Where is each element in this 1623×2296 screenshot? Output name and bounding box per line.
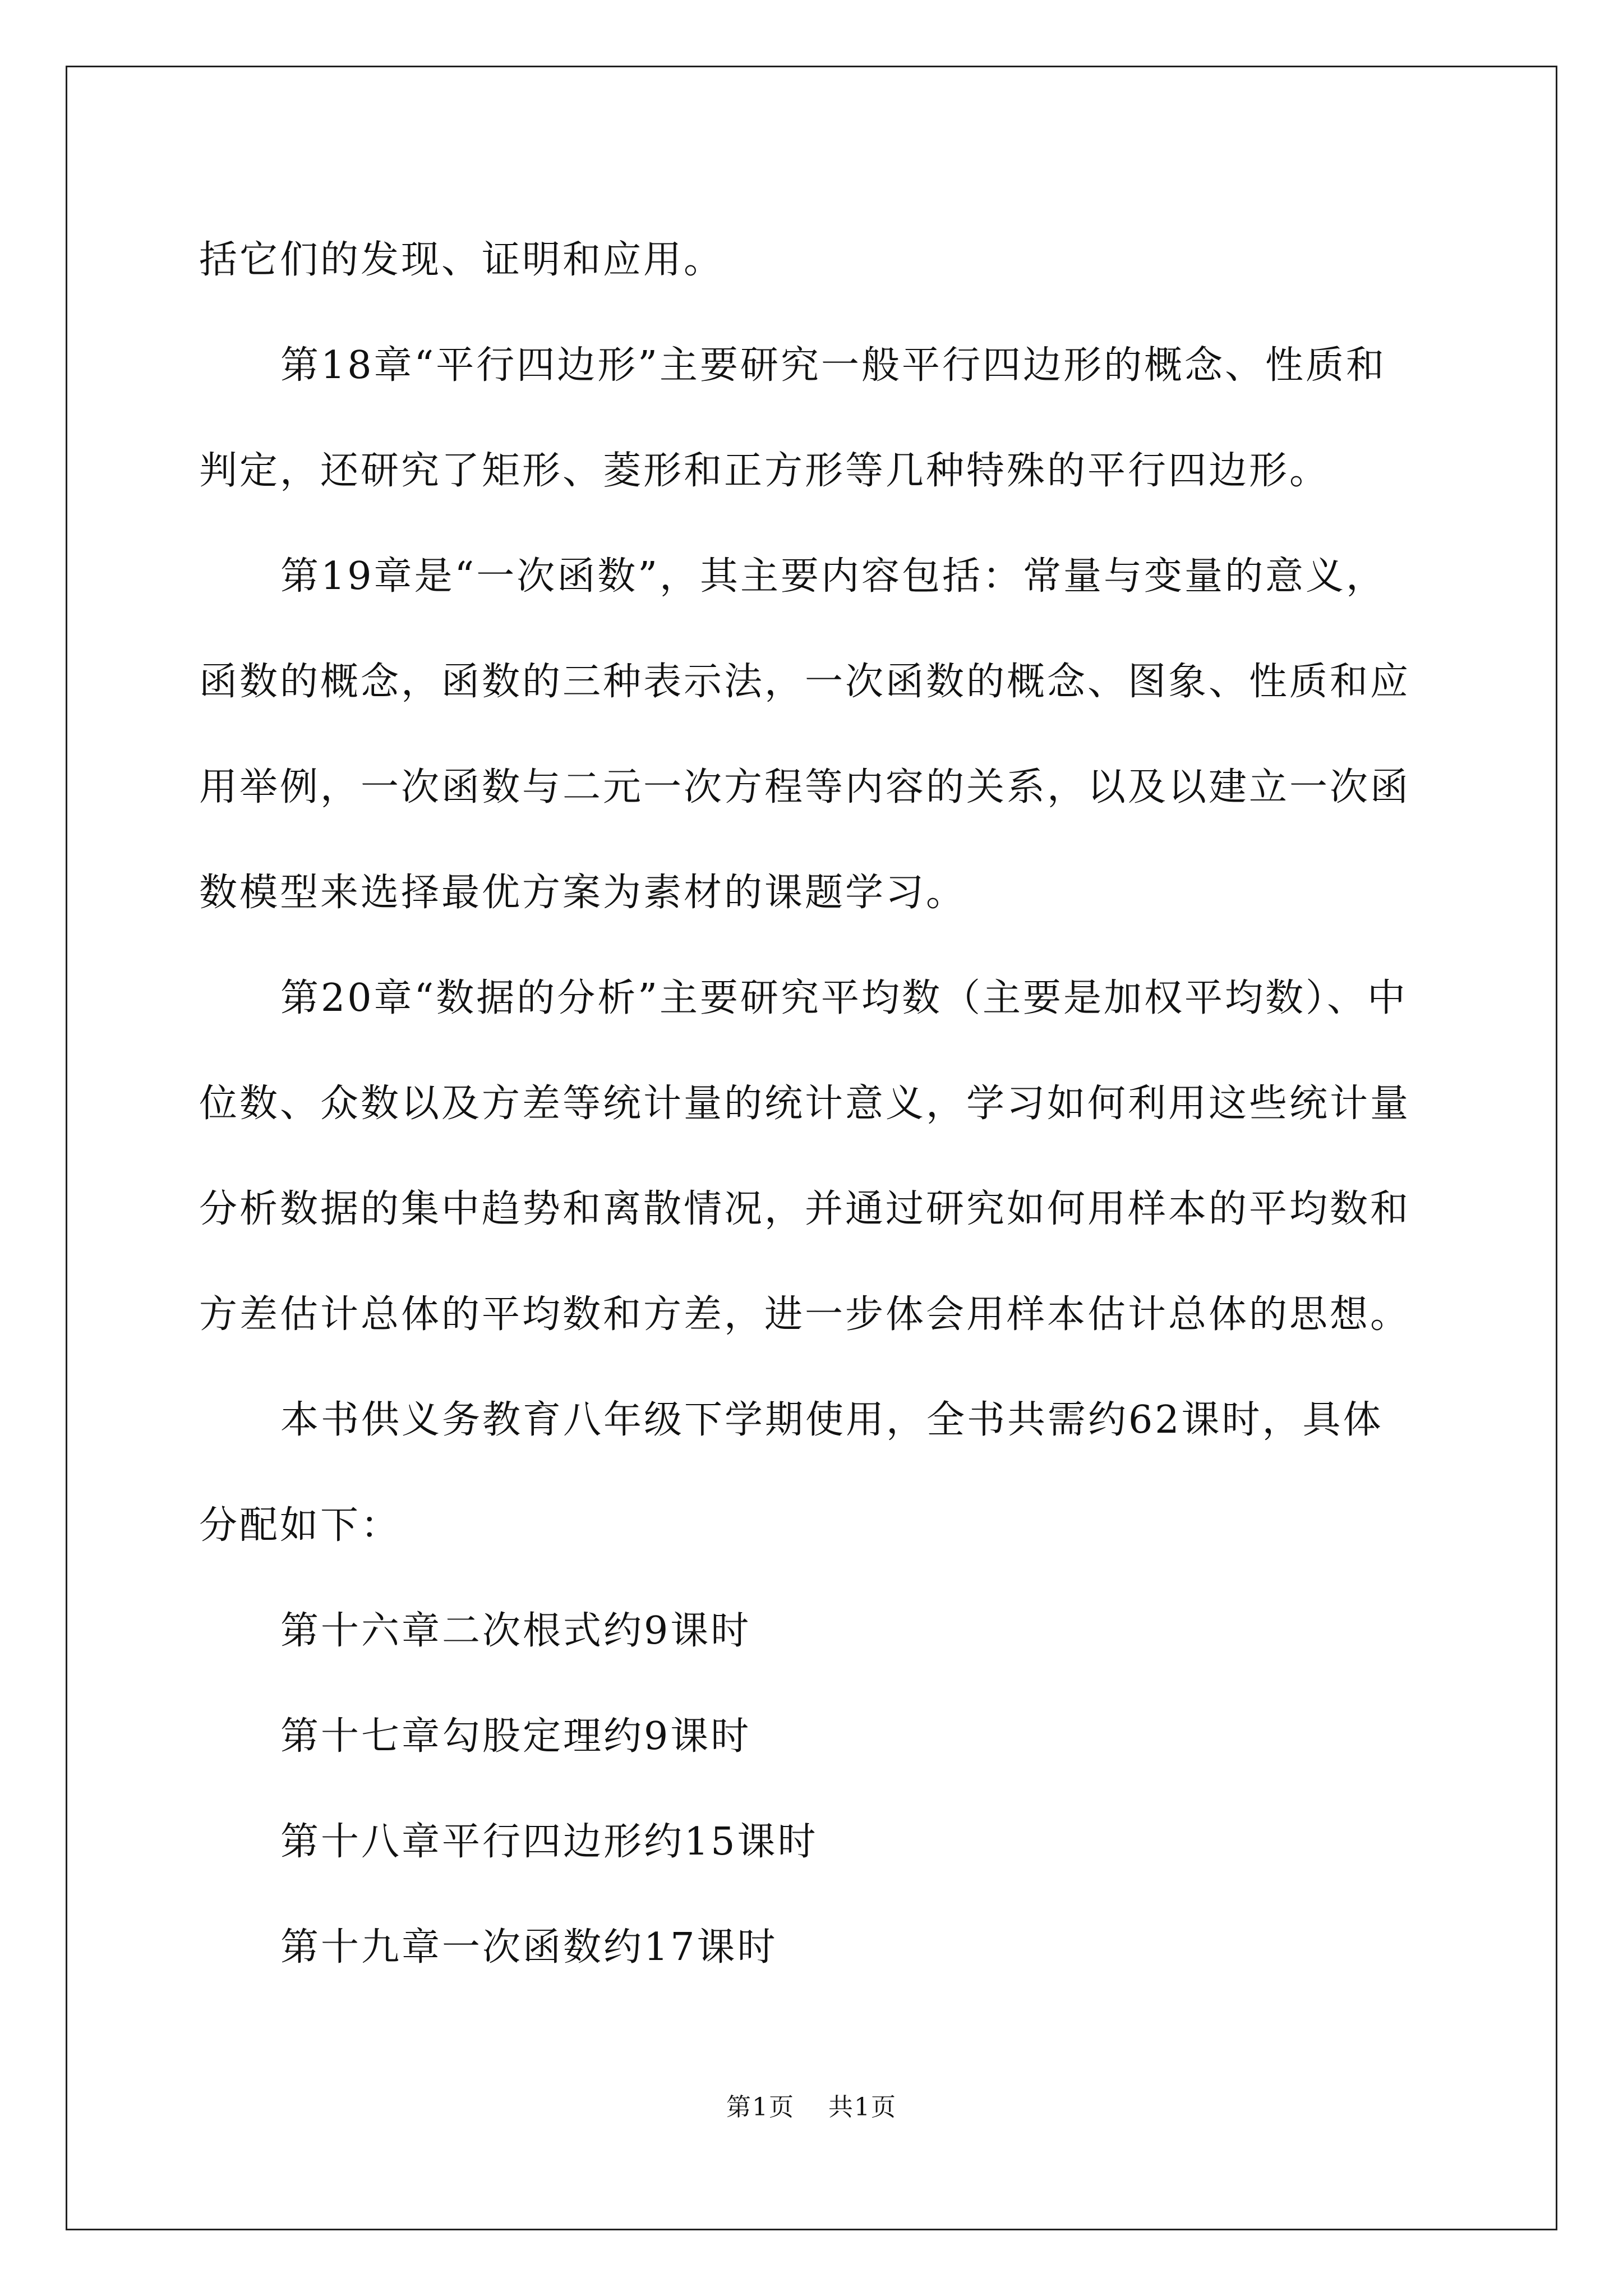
paragraph-chapter-20: 第20章“数据的分析”主要研究平均数（主要是加权平均数）、中位数、众数以及方差等统计量的统计意义，学习如何利用这些统计量分析数据的集中趋势和离散情况，并通过研究如何用样本的平均数和方差估计总体的平均数和方差，进一步体会用样本估计总体的思想。 xyxy=(199,976,1411,1337)
schedule-item-chapter-16: 第十六章二次根式约9课时 xyxy=(280,1609,751,1653)
paragraph-continuation: 括它们的发现、证明和应用。 xyxy=(199,238,725,282)
schedule-item-chapter-19: 第十九章一次函数约17课时 xyxy=(280,1925,778,1970)
schedule-item-chapter-18: 第十八章平行四边形约15课时 xyxy=(280,1820,818,1864)
page-total: 共1页 xyxy=(828,2093,897,2122)
paragraph-chapter-19: 第19章是“一次函数”，其主要内容包括：常量与变量的意义，函数的概念，函数的三种表示法，一次函数的概念、图象、性质和应用举例，一次函数与二元一次方程等内容的关系，以及以建立一次函数模型来选择最优方案为素材的课题学习。 xyxy=(199,554,1411,915)
paragraph-chapter-18: 第18章“平行四边形”主要研究一般平行四边形的概念、性质和判定，还研究了矩形、菱形和正方形等几种特殊的平行四边形。 xyxy=(199,343,1387,493)
paragraph-schedule-intro: 本书供义务教育八年级下学期使用，全书共需约62课时，具体分配如下： xyxy=(199,1398,1384,1548)
schedule-item-chapter-17: 第十七章勾股定理约9课时 xyxy=(280,1714,751,1759)
page-footer xyxy=(0,2087,1623,2123)
page-number: 第1页 xyxy=(726,2093,795,2122)
document-body xyxy=(199,208,1422,2000)
